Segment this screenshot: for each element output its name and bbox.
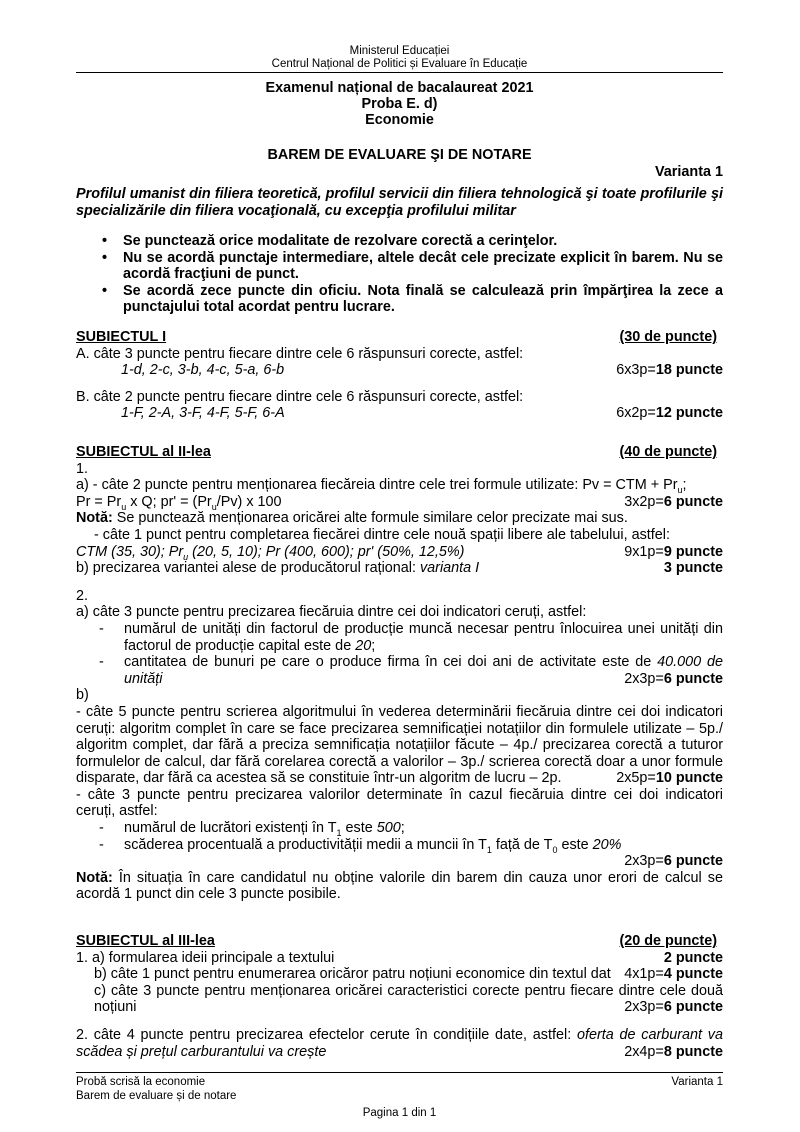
score-calc: 6x2p=	[616, 405, 656, 422]
text: față de T	[491, 836, 553, 853]
s1-a-score-group	[616, 362, 723, 379]
text: /Pv) x 100	[216, 493, 282, 510]
formula-line	[76, 494, 282, 511]
s1-a-row	[76, 362, 723, 379]
subscript: 1	[486, 844, 492, 855]
center-name: Centrul Național de Politici și Evaluare în Educație	[76, 58, 723, 73]
s3-2-text	[76, 1027, 723, 1060]
s3-1b-row	[76, 966, 723, 983]
note-label: Notă:	[76, 869, 113, 886]
note-label: Notă:	[76, 510, 113, 527]
text: este	[341, 820, 377, 837]
subscript: u	[183, 551, 189, 562]
footer-row	[76, 1075, 723, 1089]
score-calc: 2x4p=	[624, 1043, 664, 1060]
rule-item: • Se punctează orice modalitate de rezolvare corectă a cerinţelor.	[102, 233, 723, 250]
score-total: 6 puncte	[663, 853, 723, 870]
section-heading	[76, 933, 723, 950]
section-title: SUBIECTUL I	[76, 329, 167, 345]
score-total: 4 puncte	[663, 966, 723, 983]
score-calc: 3x2p=	[624, 493, 664, 510]
subscript: u	[677, 485, 683, 496]
s2-2b-label: b)	[76, 687, 89, 704]
s1-b-row	[76, 405, 723, 422]
s1-a-answers: 1-d, 2-c, 3-b, 4-c, 5-a, 6-b	[121, 362, 285, 379]
answer: varianta I	[419, 560, 480, 577]
text: b) precizarea variantei alese de producătorul rațional:	[76, 560, 420, 577]
s2-2b-text	[76, 704, 723, 787]
score-calc: 4x1p=	[624, 966, 664, 983]
score-total: 2 puncte	[663, 949, 723, 966]
subscript: u	[121, 501, 127, 512]
text: c) câte 3 puncte pentru menționarea oricărei caracteristici corecte pentru fiecare dintre cele două noțiuni	[94, 982, 723, 1016]
s2-1-complete-text: - câte 1 punct pentru completarea fiecărei dintre cele nouă spații libere ale tabelului, astfel:	[94, 526, 670, 543]
score-total: 10 puncte	[655, 770, 723, 787]
text: 2. câte 4 puncte pentru precizarea efectelor cerute în condițiile date, astfel:	[76, 1026, 577, 1043]
score-calc: 2x3p=	[624, 670, 664, 687]
footer-variant: Varianta 1	[671, 1076, 723, 1088]
s2-2a-dash1: - numărul de unități din factorul de producție muncă necesar pentru înlocuirea unei unități din factorul de producție capital este de 20;	[76, 621, 723, 654]
exam-proba: Proba E. d)	[361, 96, 438, 112]
note-text: Se punctează menționarea oricărei alte formule similare celor precizate mai sus.	[112, 510, 628, 527]
footer-barem-label: Barem de evaluare și de notare	[76, 1090, 237, 1102]
s2-1-complete-row	[76, 544, 723, 561]
s2-2b-values-text: - câte 3 puncte pentru precizarea valorilor determinate în cazul fiecăruia dintre cei doi indicatori ceruți, astfel:	[76, 786, 723, 820]
s1-a-text: A. câte 3 puncte pentru fiecare dintre cele 6 răspunsuri corecte, astfel:	[76, 345, 524, 362]
note-text: În situația în care candidatul nu obține valorile din barem din cauza unor erori de calcul se acordă 1 punct din cele 3 puncte posibile.	[76, 869, 723, 903]
score-total: 18 puncte	[655, 362, 723, 379]
s2-1a-line1	[76, 477, 723, 494]
score-total: 6 puncte	[663, 670, 723, 687]
ministry-name: Ministerul Educației	[349, 45, 450, 57]
section-points: (40 de puncte)	[619, 444, 717, 460]
s3-1b-text: b) câte 1 punct pentru enumerarea oricăror patru noțiuni economice din textul dat	[94, 966, 611, 983]
footer-divider	[76, 1072, 723, 1073]
note	[76, 870, 723, 903]
score-total: 8 puncte	[663, 1043, 723, 1060]
text: - câte 5 puncte pentru scrierea algoritmului în vederea determinării fiecăruia dintre cei doi indicatori ceruți: algoritm complet în care se face precizarea semnificației notațiilor din formulele utilizate – 5p./ algoritm complet, dar fără a preciza semnificația notațiilor făcute – 4p./ precizarea corectă a tuturor formulelor de calcul, dar fără corelarea corectă a valorilor – 3p./ scrierea corectă doar a unor formule disparate, dar fără ca acestea să se constituie într-un algoritm de lucru – 2p.	[76, 703, 723, 787]
s2-2a-text: a) câte 3 puncte pentru precizarea fiecăruia dintre cei doi indicatori ceruți, astfel:	[76, 604, 587, 621]
s1-b-answers: 1-F, 2-A, 3-F, 4-F, 5-F, 6-A	[121, 405, 285, 422]
subscript: 0	[552, 844, 558, 855]
answer: 40.000 de unități	[124, 654, 723, 687]
answer: 20%	[592, 836, 622, 853]
exam-title-block	[76, 80, 723, 128]
section-subject-1	[76, 329, 723, 422]
text: Pr = Pr	[76, 493, 122, 510]
section-subject-3	[76, 933, 723, 1060]
score-group	[624, 1044, 723, 1061]
score-total: 3 puncte	[663, 560, 723, 577]
s2-2b-dash1: - numărul de lucrători existenți în $T_1$ este 500;	[76, 820, 723, 837]
subscript: 1	[336, 827, 342, 838]
s2-2a-dash2	[76, 654, 723, 687]
score-group	[624, 999, 723, 1016]
footer	[76, 1075, 723, 1120]
section-heading	[76, 444, 723, 461]
answer: oferta de carburant va scădea și prețul carburantului va crește	[76, 1026, 723, 1060]
section-heading	[76, 329, 723, 346]
score-calc: 2x3p=	[624, 853, 664, 870]
text: x Q; pr' = (Pr	[126, 493, 212, 510]
score-total: 6 puncte	[663, 493, 723, 510]
section-title: SUBIECTUL al II-lea	[76, 444, 211, 460]
s2-1b-row	[76, 560, 723, 577]
score-calc: 2x5p=	[616, 770, 656, 787]
barem-title: BAREM DE EVALUARE ŞI DE NOTARE	[267, 147, 532, 163]
subscript: u	[211, 501, 217, 512]
document-page	[76, 0, 723, 1132]
s1-b-text: B. câte 2 puncte pentru fiecare dintre cele 6 răspunsuri corecte, astfel:	[76, 388, 524, 405]
score-group	[624, 966, 723, 983]
text: CTM (35, 30); Pr	[76, 543, 184, 560]
score-calc: 2x3p=	[624, 999, 664, 1016]
s3-1a-text: 1. a) formularea ideii principale a textului	[76, 949, 335, 966]
score-total: 9 puncte	[663, 543, 723, 560]
text: (20, 5, 10); Pr (400, 600); pr' (50%, 12,5%)	[188, 543, 465, 560]
answer: 20	[355, 637, 372, 654]
s3-1a-row	[76, 950, 723, 967]
text: a) - câte 2 puncte pentru menționarea fiecăreia dintre cele trei formule utilizate: Pv = CTM + Pr	[76, 477, 678, 494]
rules-list	[102, 233, 723, 316]
exam-subject: Economie	[365, 112, 434, 128]
page-number: Pagina 1 din 1	[362, 1107, 437, 1119]
note	[76, 510, 723, 527]
score-group	[624, 494, 723, 511]
text: cantitatea de bunuri pe care o produce firma în cei doi ani de activitate este de	[124, 654, 658, 671]
s3-1c-text	[76, 983, 723, 1016]
score-total: 6 puncte	[663, 999, 723, 1016]
rule-item: • Nu se acordă punctaje intermediare, altele decât cele precizate explicit în barem. Nu se acordă fracţiuni de punct.	[102, 250, 723, 283]
text: numărul de unități din factorul de producție muncă necesar pentru înlocuirea unei unități din factorul de producție capital este de	[124, 620, 723, 654]
text: scăderea procentuală a productivității medii a muncii în T	[124, 836, 487, 853]
text: numărul de lucrători existenți în T	[124, 820, 337, 837]
score-calc: 9x1p=	[624, 543, 664, 560]
variant-label: Varianta 1	[655, 164, 723, 180]
score-group	[76, 853, 723, 870]
section-points: (30 de puncte)	[619, 329, 717, 345]
text: este	[557, 836, 593, 853]
profile-description: Profilul umanist din filiera teoretică, profilul servicii din filiera tehnologică şi toate profilurile şi specializările din filiera vocaţională, cu excepţia profilului militar	[76, 186, 723, 219]
item-number: 1.	[76, 460, 89, 477]
text: ;	[682, 477, 687, 494]
s2-1a-line2	[76, 494, 723, 511]
footer-exam-label: Probă scrisă la economie	[76, 1076, 206, 1088]
score-group	[624, 671, 723, 688]
section-title: SUBIECTUL al III-lea	[76, 933, 215, 949]
score-group	[624, 544, 723, 561]
answer: 500	[376, 820, 401, 837]
complete-answers	[76, 544, 464, 561]
s2-2b-dash2	[76, 837, 723, 854]
score-total: 12 puncte	[655, 405, 723, 422]
rule-item: • Se acordă zece puncte din oficiu. Nota finală se calculează prin împărţirea la zece a punctajului total acordat pentru lucrare.	[102, 283, 723, 316]
score-group	[616, 770, 723, 787]
s1-b-score-group	[616, 405, 723, 422]
section-subject-2	[76, 444, 723, 903]
item-number: 2.	[76, 587, 89, 604]
section-points: (20 de puncte)	[619, 933, 717, 949]
exam-title: Examenul național de bacalaureat 2021	[265, 80, 534, 96]
s2-1b-text	[76, 560, 479, 577]
score-calc: 6x3p=	[616, 362, 656, 379]
